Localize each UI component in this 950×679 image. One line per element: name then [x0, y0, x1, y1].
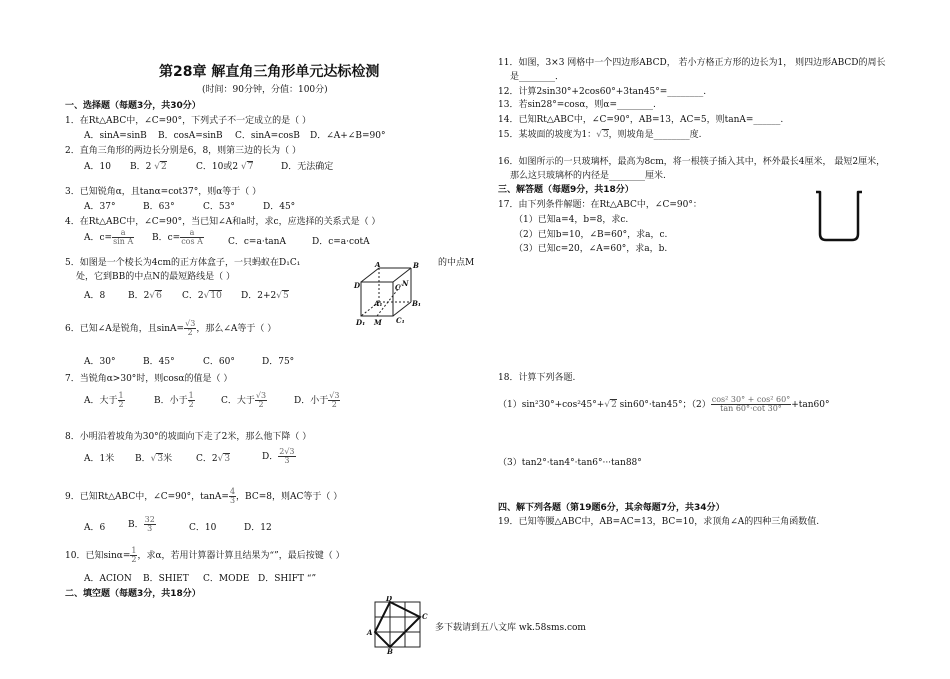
q3-option-d: D．45° [263, 202, 296, 212]
q2-option-a: A．10 [84, 162, 111, 172]
cube-label-b1: B₁ [412, 299, 421, 308]
section-2-heading: 二、填空题（每题3分，共18分） [65, 589, 201, 599]
cube-label-b: B [413, 262, 419, 270]
question-11-line-1: 11．如图，3×3 网格中一个四边形ABCD， 若小方格正方形的边长为1， 则四边形ABCD的周长 [498, 58, 886, 68]
q8-option-a: A．1米 [84, 454, 115, 464]
q1-option-a: A．sinA=sinB [84, 131, 147, 141]
q8-option-b: B．√3米 [135, 454, 173, 464]
q3-option-c: C．53° [203, 202, 235, 212]
grid-label-b: B [387, 647, 393, 654]
q10-option-d: D．SHIFT “” [258, 574, 317, 584]
q4-option-c: C．c=a·tanA [228, 237, 286, 247]
q7-option-a: A．大于 $\frac{1}{2}$ [84, 391, 124, 409]
q17-part-3: （3）已知c=20，∠A=60°，求a，b. [514, 244, 668, 254]
q5-option-a: A．8 [84, 291, 106, 301]
q1-option-b: B．cosA=sinB [158, 131, 223, 141]
q9-option-a: A．6 [84, 523, 106, 533]
question-19: 19．已知等腰△ABC中，AB=AC=13，BC=10，求顶角∠A的四种三角函数值. [498, 517, 820, 527]
cube-label-a: A [375, 262, 381, 269]
cube-label-m: M [374, 318, 382, 327]
question-5-line-1-end: 的中点M [438, 258, 475, 268]
page-subtitle: (时间：90分钟，分值：100分) [202, 85, 328, 95]
cube-label-d1: D₁ [356, 318, 366, 327]
q2-option-d: D．无法确定 [281, 162, 334, 172]
question-13: 13．若sin28°=cosα，则α=________. [498, 100, 656, 110]
q18-part-3: （3）tan2°·tan4°·tan6°···tan88° [498, 458, 642, 468]
q9-option-d: D．12 [244, 523, 272, 533]
glass-cup-figure [812, 184, 868, 244]
question-8: 8．小明沿着坡角为30°的坡面向下走了2米，那么他下降（ ） [65, 432, 312, 442]
footer-note: 多下载请到五八文库 wk.58sms.com [435, 623, 586, 633]
q10-option-a: A．ACION [84, 574, 132, 584]
section-3-heading: 三、解答题（每题9分，共18分） [498, 185, 634, 195]
question-7: 7．当锐角α>30°时，则cosα的值是（ ） [65, 374, 233, 384]
q8-option-c: C．2√3 [196, 454, 231, 464]
q3-option-b: B．63° [143, 202, 175, 212]
grid-figure [366, 596, 432, 654]
question-5-line-1: 5．如图是一个棱长为4cm的正方体盒子，一只蚂蚁在D₁C₁ [65, 258, 301, 268]
q6-option-c: C．60° [203, 357, 235, 367]
q4-option-a: A．c= $\frac{a}{\text{sin A}}$ [84, 228, 134, 246]
question-12: 12．计算2sin30°+2cos60°+3tan45°=________. [498, 87, 707, 97]
question-6: 6．已知∠A是锐角，且sinA= $\frac{√3}{2}$ ，那么∠A等于（ ） [65, 319, 277, 337]
question-15: 15．某坡面的坡度为1：√3，则坡角是________度. [498, 130, 702, 140]
question-18: 18．计算下列各题. [498, 373, 576, 383]
question-2: 2．直角三角形的两边长分别是6，8，则第三边的长为（ ） [65, 146, 302, 156]
q2-option-b: B．2 √2 [130, 162, 167, 172]
cube-label-a1: A₁ [374, 299, 383, 308]
q17-part-2: （2）已知b=10，∠B=60°，求a，c. [514, 230, 668, 240]
question-16-line-2: 那么这只玻璃杯的内径是________厘米. [510, 171, 666, 181]
cube-label-n: N [402, 279, 409, 288]
page-title: 第28章 解直角三角形单元达标检测 [159, 64, 380, 80]
grid-label-d: D [386, 596, 393, 603]
q1-option-d: D．∠A+∠B=90° [310, 131, 386, 141]
q8-option-d: D． $\frac{2√3}{3}$ [262, 447, 295, 465]
question-14: 14．已知Rt△ABC中，∠C=90°，AB=13，AC=5，则tanA=______. [498, 115, 784, 125]
q6-option-d: D．75° [262, 357, 295, 367]
q6-option-a: A．30° [84, 357, 116, 367]
q7-option-d: D．小于 $\frac{√3}{2}$ [294, 391, 340, 409]
q9-option-b: B． $\frac{32}{3}$ [128, 515, 155, 533]
q6-option-b: B．45° [143, 357, 175, 367]
question-9: 9．已知Rt△ABC中，∠C=90°，tanA= $\frac{4}{3}$ ，BC=8，则AC等于（ ） [65, 487, 343, 505]
question-16-line-1: 16．如图所示的一只玻璃杯，最高为8cm，将一根筷子插入其中，杯外最长4厘米， 最短2厘米， [498, 157, 886, 167]
q2-option-c: C．10或2 √7 [196, 162, 254, 172]
q5-option-b: B．2√6 [128, 291, 162, 301]
cube-label-d: D [354, 281, 361, 290]
q4-option-b: B．c= $\frac{a}{\text{cos A}}$ [152, 228, 203, 246]
q18-parts-1-2: （1）sin²30°+cos²45°+√2 sin60°·tan45°；（2） $\frac{\text{cos² 30° + cos² 60°}}{\tan 60^\circ\cdot\cot 30^\circ}$ +tan60° [498, 395, 830, 413]
question-17: 17．由下列条件解题：在Rt△ABC中，∠C=90°： [498, 200, 702, 210]
q1-option-c: C．sinA=cosB [235, 131, 300, 141]
question-10: 10．已知sinα= $\frac{1}{2}$ ，求α，若用计算器计算且结果为“”，最后按键（ ） [65, 546, 345, 564]
q5-option-c: C．2√10 [182, 291, 222, 301]
question-4: 4．在Rt△ABC中，∠C=90°，当已知∠A和a时，求c，应选择的关系式是（ ） [65, 217, 381, 227]
q10-option-c: C．MODE [203, 574, 250, 584]
question-1: 1．在Rt△ABC中，∠C=90°，下列式子不一定成立的是（ ） [65, 116, 311, 126]
grid-label-c: C [422, 612, 428, 621]
grid-label-a: A [367, 628, 373, 637]
q10-option-b: B．SHIET [143, 574, 189, 584]
q17-part-1: （1）已知a=4，b=8，求c. [514, 215, 629, 225]
cube-figure [352, 262, 424, 332]
q9-option-c: C．10 [189, 523, 217, 533]
section-1-heading: 一、选择题（每题3分，共30分） [65, 101, 201, 111]
q7-option-c: C．大于 $\frac{√3}{2}$ [221, 391, 267, 409]
q3-option-a: A．37° [84, 202, 116, 212]
q4-option-d: D．c=a·cotA [312, 237, 370, 247]
question-5-line-2: 处，它到BB的中点N的最短路线是（ ） [76, 272, 235, 282]
q5-option-d: D．2+2√5 [241, 291, 289, 301]
question-3: 3．已知锐角α，且tanα=cot37°，则α等于（ ） [65, 187, 262, 197]
q7-option-b: B．小于 $\frac{1}{2}$ [154, 391, 194, 409]
section-4-heading: 四、解下列各题（第19题6分，其余每题7分，共34分） [498, 503, 725, 513]
question-11-line-2: 是________． [510, 72, 565, 82]
cube-label-c1: C₁ [396, 316, 405, 325]
cube-label-c: C [395, 283, 401, 292]
